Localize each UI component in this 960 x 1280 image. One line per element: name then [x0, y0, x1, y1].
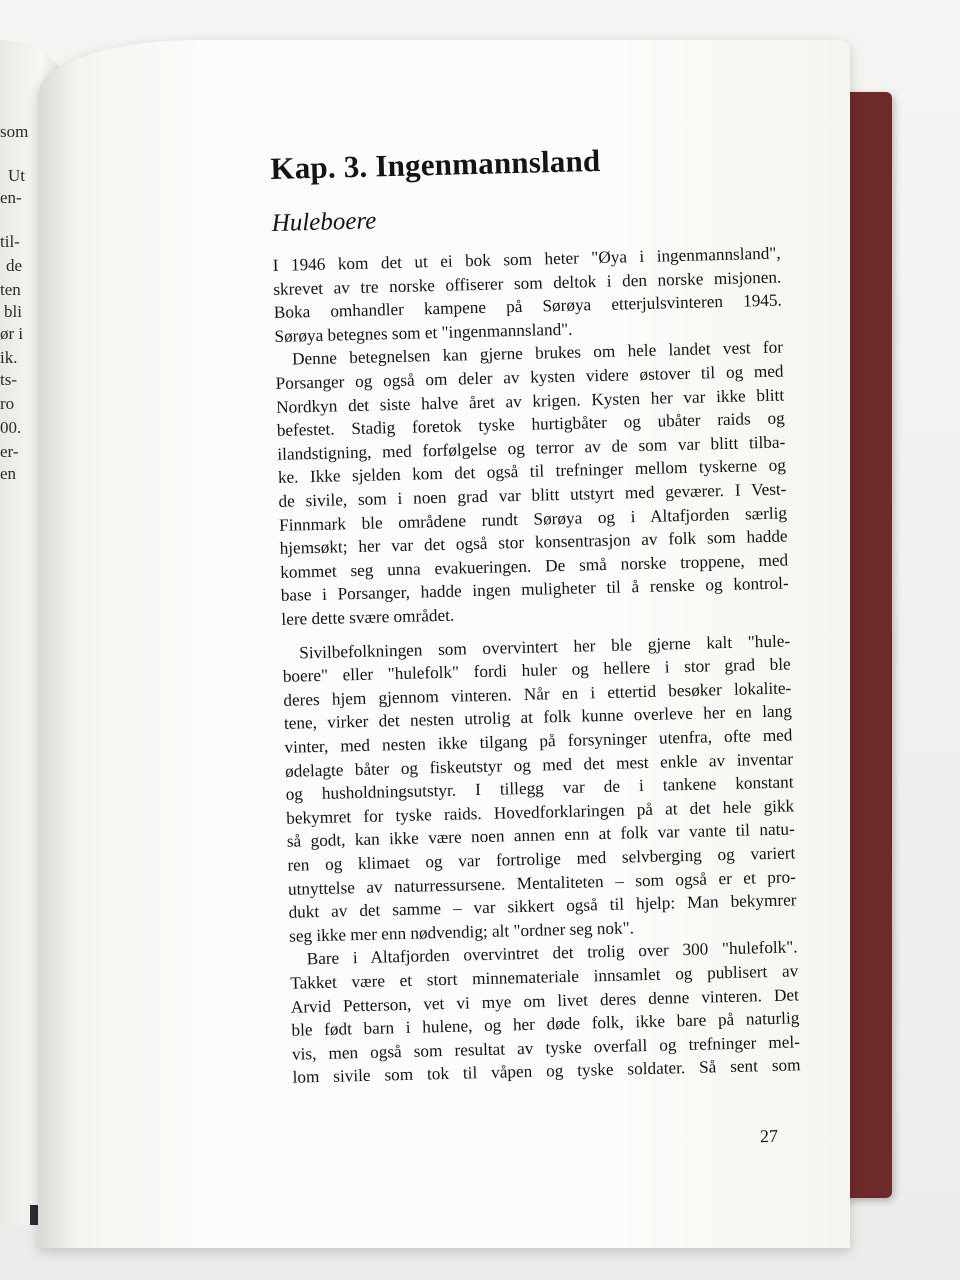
text-line: Finnmark ble områdene rundt Sørøya og i Altafjorden særlig [278, 503, 788, 535]
text-line: boere" eller "hulefolk" fordi huler og hellere i stor grad ble [282, 654, 791, 687]
text-line: base i Porsanger, hadde ingen muligheter til å renske og kontrol- [280, 573, 789, 606]
text-line: befestet. Stadig foretok tyske hurtigbåter og ubåter raids og [276, 408, 785, 441]
left-text-fragment: som [0, 122, 29, 141]
text-line: bekymret for tyske raids. Hovedforklaringen på at det hele gikk [286, 796, 795, 828]
left-text-fragment: de [6, 256, 23, 275]
text-line: I 1946 kom det ut ei bok som heter "Øya i ingenmannsland", [272, 243, 781, 276]
text-line: seg ikke mer enn nødvendig; alt "ordner seg nok". [288, 918, 635, 946]
text-line: ødelagte båter og fiskeutstyr og med det mest enkle av inventar [284, 748, 794, 781]
left-text-fragment: bli [4, 302, 22, 321]
paragraph-2 [275, 336, 790, 631]
text-line: Bare i Altafjorden overvintret det trolig over 300 "hulefolk". [306, 937, 798, 969]
paragraph-3 [282, 629, 797, 948]
text-line: Takket være et stort minnemateriale innsamlet og publisert av [290, 961, 799, 993]
text-line: tene, virker det nesten utrolig at folk kunne overleve her en lang [283, 701, 793, 734]
text-line: lere dette svære området. [281, 605, 455, 629]
text-line: Nordkyn det siste halve året av krigen. Kysten her var ikke blitt [276, 385, 785, 417]
text-line: ke. Ikke sjelden kom det også til trefninger mellom tyskerne og [277, 455, 787, 488]
text-line: så godt, kan ikke være noen annen enn at folk var vante til natu- [286, 819, 795, 852]
text-line: Denne betegnelsen kan gjerne brukes om hele landet vest for [291, 337, 784, 369]
text-line: Sørøya betegnes som et "ingenmannsland". [274, 319, 573, 346]
left-text-fragment: ør i [0, 324, 24, 343]
text-line: kommet seg unna evakueringen. De små norske troppene, med [280, 550, 789, 582]
text-line: hjemsøkt; her var det også stor konsentrasjon av folk som hadde [279, 526, 788, 559]
text-line: og husholdningsutstyr. I tillegg var de i tankene konstant [285, 772, 794, 804]
text-line: dukt av det samme – var sikkert også til hjelp: Man bekymrer [288, 890, 797, 922]
page-number: 27 [759, 1125, 779, 1147]
page-content [270, 140, 801, 1090]
text-line: vinter, med nesten ikke tilgang på forsyninger utenfra, ofte med [284, 725, 793, 757]
left-text-fragment: ik. [0, 348, 18, 367]
text-line: Sivilbefolkningen som overvintert her ble gjerne kalt "hule- [299, 631, 791, 663]
left-text-fragment: 00. [0, 418, 22, 437]
text-line: Porsanger og også om deler av kysten videre østover til og med [275, 361, 784, 393]
left-text-fragment: en- [0, 188, 22, 207]
left-text-fragment: Ut [8, 166, 25, 185]
text-line: Arvid Petterson, vet vi mye om livet deres denne vinteren. Det [290, 984, 799, 1017]
text-line: lom sivile som tok til våpen og tyske soldater. Så sent som [292, 1055, 801, 1088]
text-line: ble født barn i hulene, og her døde folk, ikke bare på naturlig [291, 1008, 800, 1040]
text-line: Boka omhandler kampene på Sørøya etterjulsvinteren 1945. [273, 290, 783, 323]
chapter-title: Kap. 3. Ingenmannsland [269, 142, 601, 186]
text-line: ilandstigning, med forfølgelse og terror av de som var blitt tilba- [277, 432, 786, 464]
paragraph-4 [289, 936, 800, 1090]
left-text-fragment: er- [0, 442, 19, 461]
text-line: utnyttelse av naturressursene. Mentaliteten – som også er et pro- [287, 866, 797, 899]
text-line: deres hjem gjennom vinteren. Når en i ettertid besøker lokalite- [283, 678, 792, 710]
left-text-fragment: en [0, 464, 17, 483]
book-page [38, 40, 850, 1248]
text-line: vis, men også som resultat av tyske overfall og trefninger mel- [291, 1032, 801, 1064]
text-line: ren og klimaet og var fortrolige med selvberging og variert [287, 843, 796, 875]
section-title: Huleboere [271, 207, 377, 238]
text-line: de sivile, som i noen grad var blitt utstyrt med geværer. I Vest- [278, 479, 787, 511]
left-text-fragment: til- [0, 232, 20, 251]
left-text-fragment: ro [0, 394, 15, 413]
text-line: skrevet av tre norske offiserer som deltok i den norske misjonen. [273, 267, 782, 299]
paragraph-1 [272, 242, 782, 349]
left-text-fragment: ts- [0, 370, 17, 389]
left-text-fragment: ten [0, 280, 21, 299]
